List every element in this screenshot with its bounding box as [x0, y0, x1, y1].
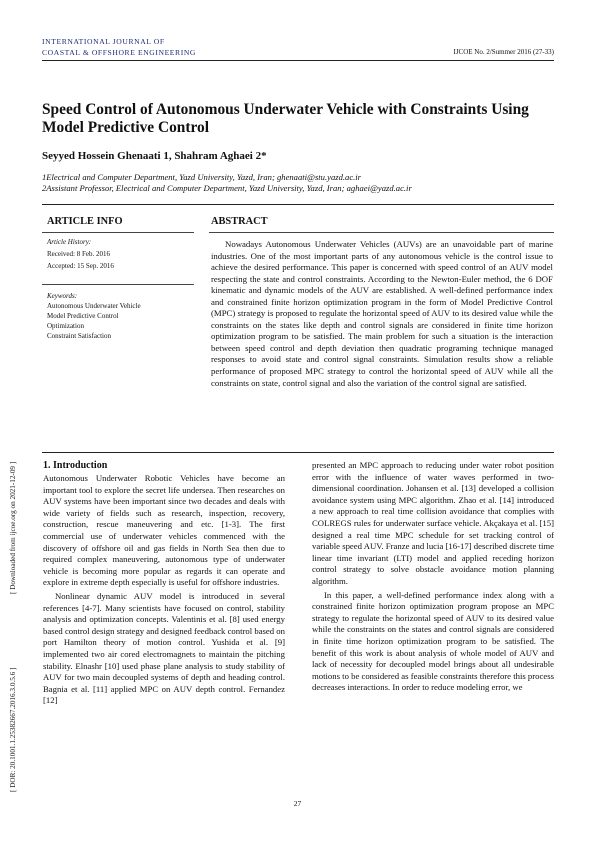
abstract-text: Nowadays Autonomous Underwater Vehicles (AUVs) are an unavoidable part of marine industries. One of the most important parts of any autonomous vehicle is the control issue to achieve the desired performance. This paper is concerned with speed control of an AUV model respecting the state and control constraints. According to the Newton-Euler method, the 6 DOF kinematic and dynamic models of the AUV are established. A well-defined performance index and constrained finite horizon optimization program in the form of Model Predictive Control (MPC) strategy is proposed to regulate the horizontal speed of AUV to its desired value while the constraints on the states like depth and control signals are considered in finite time horizon optimization program to be satisfied. The main problem for such a situation is the interaction between speed control and depth deviation then quadratic programing technique managed responses to avoid state and control signal constraints. Simulation results show a reliable performance of proposed MPC strategy to control the horizontal speed of AUV while all the constraints on state, control signal and also the variation of the control signal are satisfied.: [211, 239, 553, 388]
body-column-right: [312, 460, 554, 696]
keywords-rule: [42, 284, 194, 285]
keywords-label: Keywords:: [47, 292, 78, 300]
section-divider: [42, 204, 554, 205]
body-divider: [42, 452, 554, 453]
journal-name-line2: COASTAL & OFFSHORE ENGINEERING: [42, 48, 197, 57]
affiliation-2: 2Assistant Professor, Electrical and Computer Department, Yazd University, Yazd, Iran; aghaei@yazd.ac.ir: [42, 183, 412, 193]
issue-info: IJCOE No. 2/Summer 2016 (27-33): [453, 48, 554, 56]
abstract-rule: [209, 232, 554, 233]
header-divider: [42, 60, 554, 61]
affiliation-1: 1Electrical and Computer Department, Yazd University, Yazd, Iran; ghenaati@stu.yazd.ac.ir: [42, 172, 362, 182]
keyword-item: Autonomous Underwater Vehicle: [47, 302, 141, 310]
abstract-heading: ABSTRACT: [211, 216, 268, 227]
page-number: 27: [293, 799, 302, 808]
download-stamp: [ Downloaded from ijcoe.org on 2021-12-09 ]: [9, 461, 17, 594]
journal-name-line1: INTERNATIONAL JOURNAL OF: [42, 37, 165, 46]
journal-name: [42, 36, 196, 58]
paragraph: In this paper, a well-defined performance index along with a constrained finite horizon optimization program propose an MPC strategy to regulate the horizontal speed of AUV to its desired value while the constraints on the states and control signals are considered in finite time horizon optimization program to be satisfied. The benefit of this work is about analysis of whole model of AUV and lack of necessity for decoupled model brings about all undesirable motions to be considered as feasible constraints therefore this process decreases interactions. In order to reduce modeling error, we: [312, 589, 554, 693]
body-column-left: [43, 460, 285, 709]
keyword-item: Constraint Satisfaction: [47, 332, 111, 340]
received-date: Received: 8 Feb. 2016: [47, 250, 110, 258]
article-info-rule: [42, 232, 194, 233]
accepted-date: Accepted: 15 Sep. 2016: [47, 262, 114, 270]
authors: Seyyed Hossein Ghenaati 1, Shahram Aghaei 2*: [42, 150, 267, 162]
article-info-heading: ARTICLE INFO: [47, 216, 123, 227]
keyword-item: Model Predictive Control: [47, 312, 119, 320]
history-label: Article History:: [47, 238, 92, 246]
introduction-heading: 1. Introduction: [43, 460, 108, 471]
doi-stamp: [ DOR: 20.1001.1.25382667.2016.3.0.5.6 ]: [9, 667, 17, 792]
paragraph: Autonomous Underwater Robotic Vehicles have become an important tool to explore the secret life undersea. Then researches on AUV systems have been important since two decades and deals with wide variety of fields such as research, inspection, recovery, construction, rescue maneuvering and etc. [1-3]. The first commercial use of underwater vehicles commenced with the discovery of offshore oil and gas fields in North Sea then due to required complex maneuvering, autonomous type of underwater vehicle is becoming more popular as regards it can operate and explore in extreme depth especially is useful for offshore industries.: [43, 473, 285, 588]
paragraph: presented an MPC approach to reducing under water robot position error with the influence of water waves performed in two-dimensional coordination. Johansen et al. [13] developed a collision avoidance system using MPC algorithm. Zhao et al. [14] introduced a new approach to real time collision avoidance that complies with COLREGS rules for underwater surface vehicle. Akçakaya et al. [15] designed a real time MPC schedule for set tracking control of variable speed AUV. Franze and lucia [16-17] described discrete time linear time invariant (LTI) model and applied receding horizon control strategy to solve obstacle avoidance motion planning algorithm.: [312, 460, 554, 586]
paper-title: Speed Control of Autonomous Underwater Vehicle with Constraints Using Model Predictive Control: [42, 101, 529, 136]
paragraph: Nonlinear dynamic AUV model is introduced in several references [4-7]. Many scientists have focused on control, stability analysis and optimization concepts. Valentinis et al. [8] used energy based control design strategy and designed feedback control based on port Hamilton theory of motion control. Yushida et al. [9] implemented two air cored electromagnets to maintain the pitching stability. Elnashr [10] used phase plane analysis to study stability of AUV for two main decoupled systems of depth and heading control. Bagnia et al. [11] applied MPC on AUV depth control. Fernandez [12]: [43, 590, 285, 706]
keyword-item: Optimization: [47, 322, 84, 330]
